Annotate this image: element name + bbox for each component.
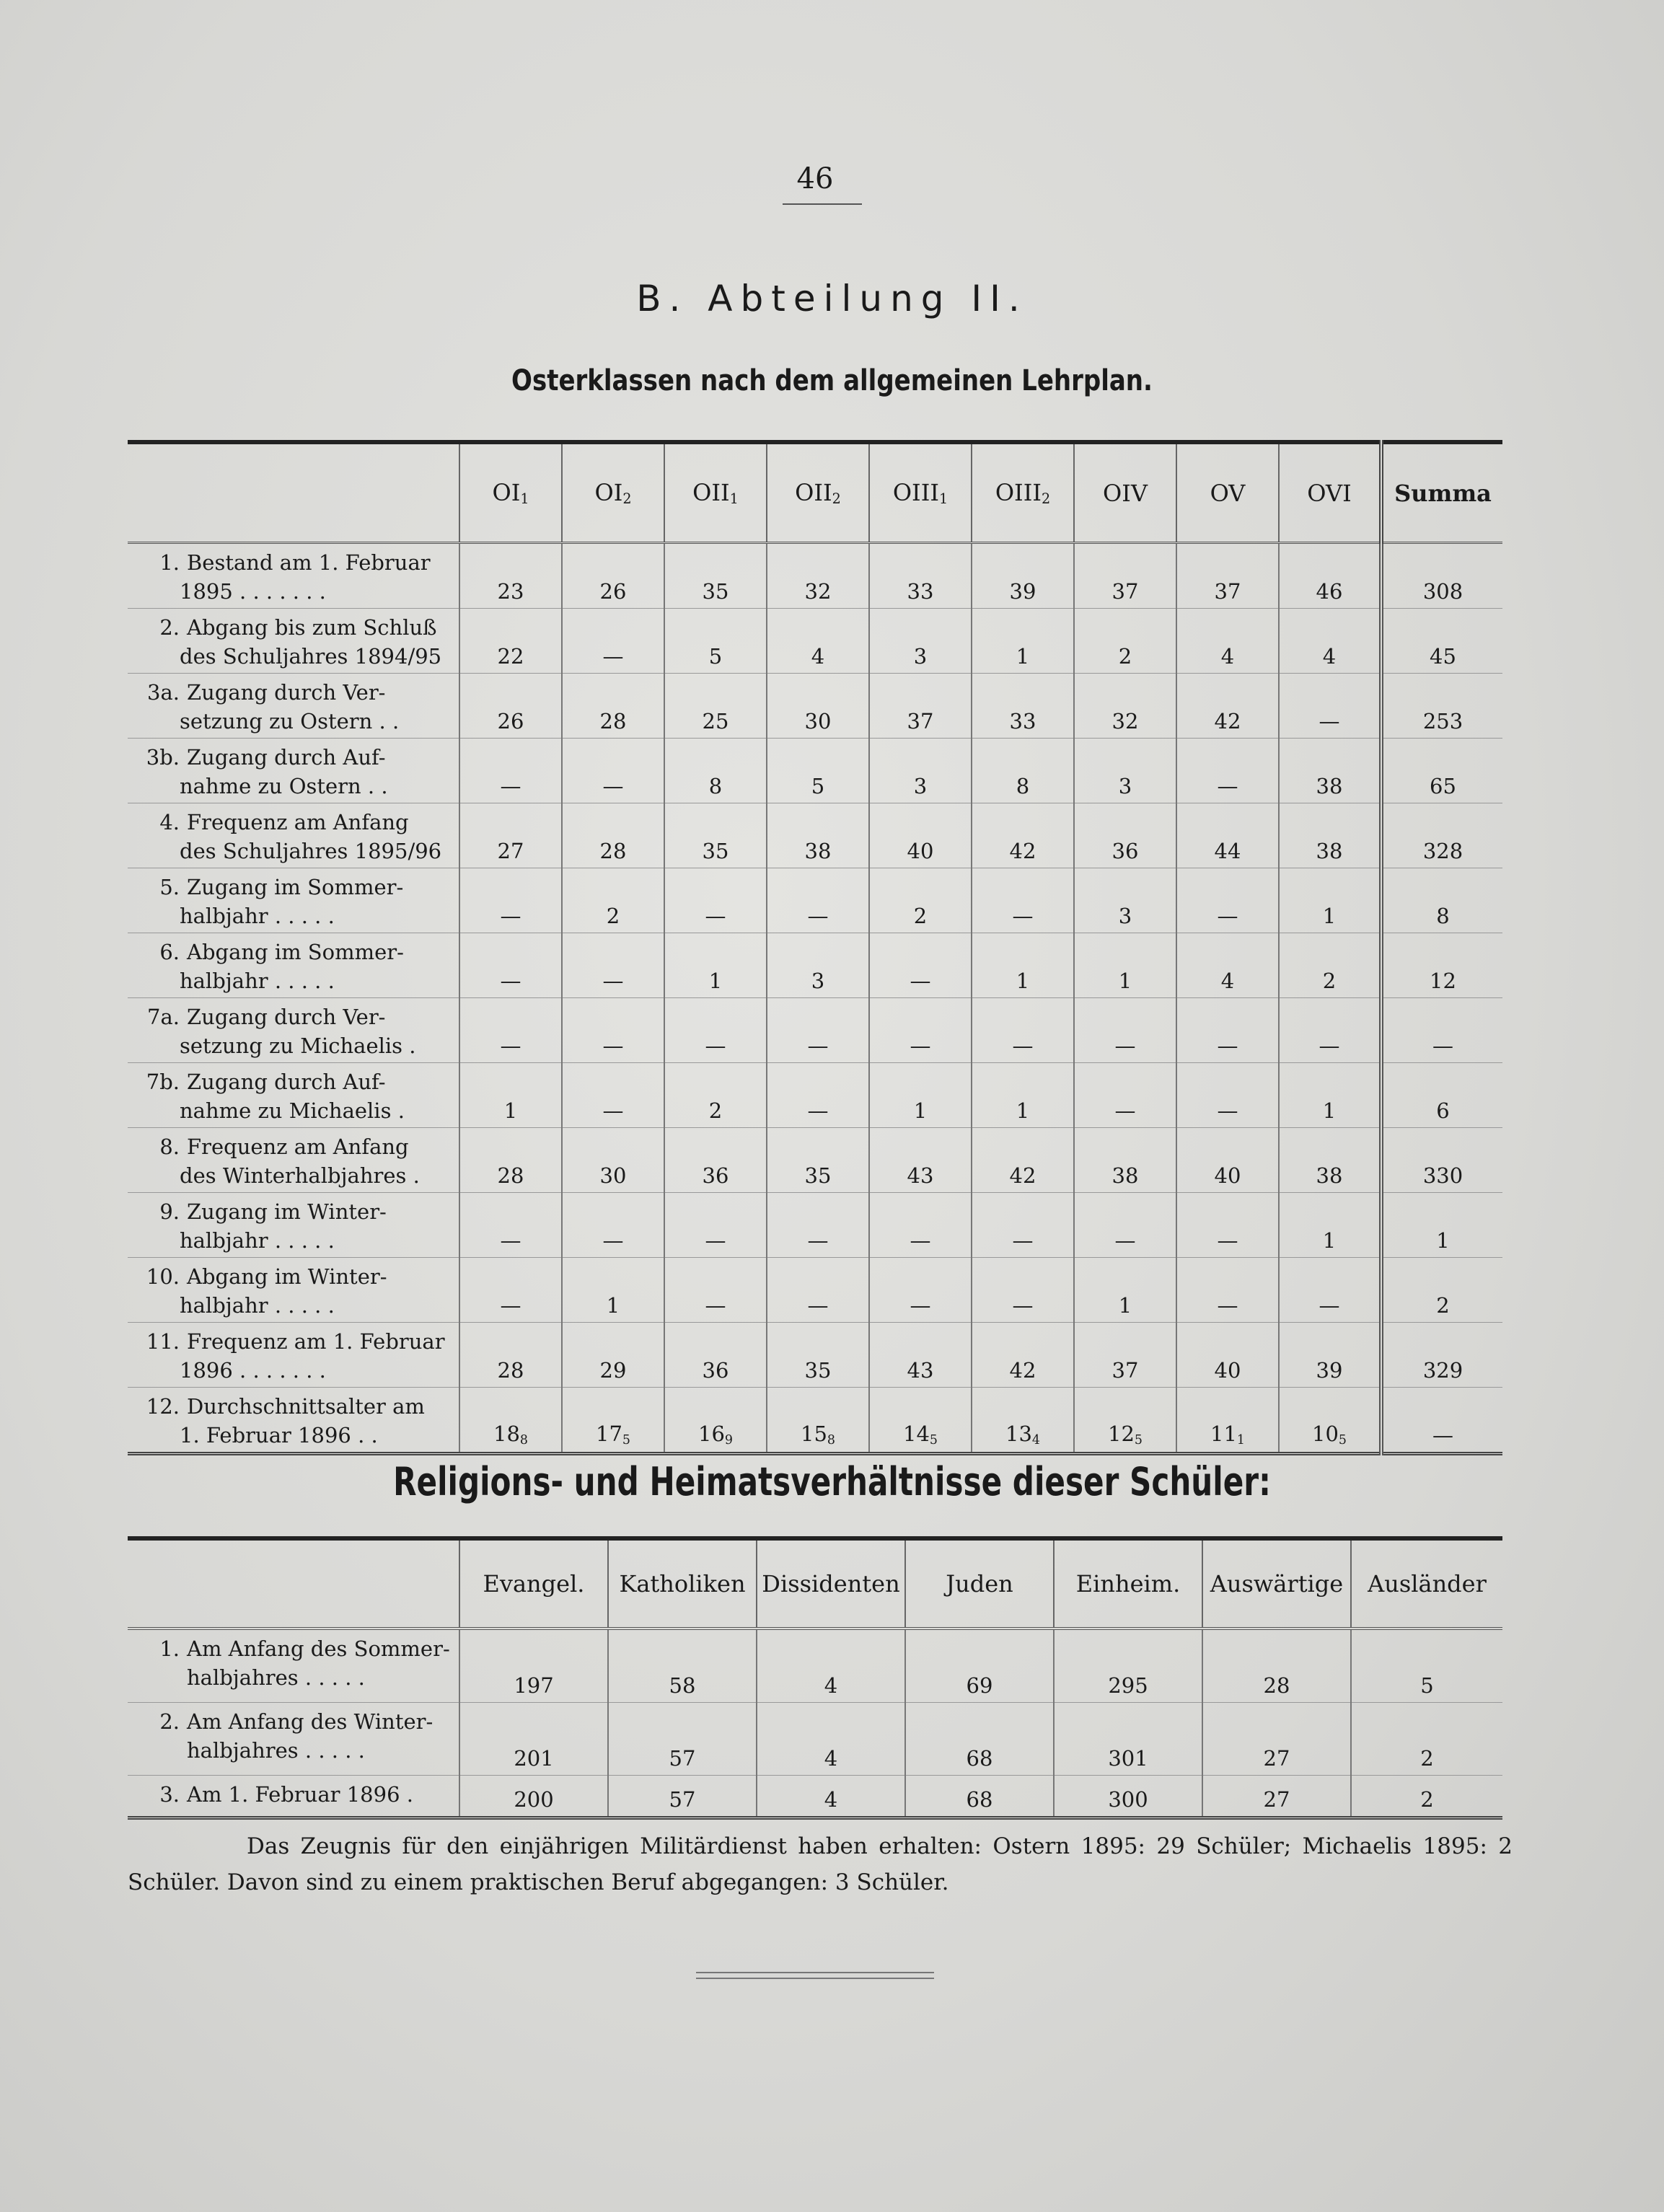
column-header: $OI_2$ <box>562 442 664 543</box>
column-header: OVI <box>1279 442 1381 543</box>
sum-cell: 328 <box>1381 803 1502 868</box>
value-cell: 2 <box>1279 933 1381 998</box>
value-cell: 3 <box>869 609 972 674</box>
value-cell: 2 <box>869 868 972 933</box>
sum-cell: 6 <box>1381 1063 1502 1128</box>
value-cell: — <box>562 739 664 803</box>
sum-cell: 65 <box>1381 739 1502 803</box>
row-label-line2: nahme zu Ostern . . <box>180 774 388 798</box>
value-cell: 300 <box>1054 1776 1202 1818</box>
value-cell: — <box>869 1258 972 1323</box>
value-cell: $14_5$ <box>869 1388 972 1454</box>
value-cell: 3 <box>869 739 972 803</box>
value-cell: $16_9$ <box>664 1388 767 1454</box>
value-cell: 43 <box>869 1128 972 1193</box>
value-cell: 36 <box>664 1323 767 1388</box>
row-label <box>128 1193 459 1258</box>
row-label-line2: des Winterhalbjahres . <box>180 1163 420 1188</box>
section2-title: Religions- und Heimatsverhältnisse dieser Schüler: <box>393 1459 1271 1504</box>
value-cell: 28 <box>459 1128 562 1193</box>
table-row <box>128 998 1502 1063</box>
table-row <box>128 803 1502 868</box>
value-cell: 2 <box>1351 1776 1502 1818</box>
value-cell: 37 <box>1074 543 1176 609</box>
value-cell: — <box>767 998 869 1063</box>
value-cell: — <box>459 1258 562 1323</box>
column-header: $OIII_1$ <box>869 442 972 543</box>
table-row <box>128 674 1502 739</box>
row-label <box>128 1128 459 1193</box>
value-cell: 2 <box>1074 609 1176 674</box>
row-label-line2: setzung zu Michaelis . <box>180 1034 416 1058</box>
column-header: OV <box>1176 442 1279 543</box>
value-cell: 30 <box>767 674 869 739</box>
value-cell: 36 <box>664 1128 767 1193</box>
page-number-rule <box>783 203 862 205</box>
sum-column-header: Summa <box>1381 442 1502 543</box>
value-cell: — <box>767 1193 869 1258</box>
value-cell: — <box>664 1193 767 1258</box>
row-label-line1: 12. Durchschnittsalter am <box>146 1394 425 1419</box>
end-rule <box>696 1978 934 1979</box>
value-cell: 3 <box>1074 739 1176 803</box>
value-cell: 27 <box>459 803 562 868</box>
value-cell: — <box>1176 1258 1279 1323</box>
value-cell: $13_4$ <box>972 1388 1074 1454</box>
row-label-line2: setzung zu Ostern . . <box>180 709 400 733</box>
row-label-line1: 7a. Zugang durch Ver- <box>147 1005 386 1029</box>
value-cell: — <box>1176 1193 1279 1258</box>
row-label <box>128 1388 459 1454</box>
value-cell: 2 <box>562 868 664 933</box>
value-cell: 35 <box>767 1323 869 1388</box>
value-cell: 27 <box>1202 1776 1351 1818</box>
value-cell: 33 <box>869 543 972 609</box>
column-header: $OI_1$ <box>459 442 562 543</box>
value-cell: — <box>767 868 869 933</box>
value-cell: 30 <box>562 1128 664 1193</box>
value-cell: — <box>1279 998 1381 1063</box>
table-row <box>128 1703 1502 1776</box>
value-cell: 1 <box>459 1063 562 1128</box>
column-header: Juden <box>905 1538 1054 1629</box>
value-cell: 35 <box>767 1128 869 1193</box>
value-cell: 1 <box>972 1063 1074 1128</box>
row-label-line2: halbjahr . . . . . <box>180 1228 335 1253</box>
table-row <box>128 868 1502 933</box>
row-label <box>128 1776 459 1818</box>
column-header: $OII_1$ <box>664 442 767 543</box>
value-cell: — <box>562 1063 664 1128</box>
value-cell: 4 <box>1279 609 1381 674</box>
table-subtitle: Osterklassen nach dem allgemeinen Lehrplan. <box>511 364 1153 397</box>
row-label-line2: 1. Februar 1896 . . <box>180 1423 378 1448</box>
value-cell: 23 <box>459 543 562 609</box>
value-cell: $15_8$ <box>767 1388 869 1454</box>
end-rule <box>696 1972 934 1973</box>
value-cell: — <box>562 1193 664 1258</box>
value-cell: 2 <box>664 1063 767 1128</box>
value-cell: — <box>459 739 562 803</box>
page-number: 46 <box>796 162 834 195</box>
row-label-line1: 3a. Zugang durch Ver- <box>147 680 386 705</box>
value-cell: 57 <box>608 1703 757 1776</box>
row-label-line1: 8. Frequenz am Anfang <box>159 1134 409 1159</box>
row-label-line1: 10. Abgang im Winter- <box>146 1264 387 1289</box>
value-cell: 1 <box>562 1258 664 1323</box>
value-cell: — <box>1176 1063 1279 1128</box>
value-cell: 4 <box>757 1703 905 1776</box>
sum-cell: 253 <box>1381 674 1502 739</box>
value-cell: 44 <box>1176 803 1279 868</box>
value-cell: 197 <box>459 1629 608 1703</box>
value-cell: — <box>767 1063 869 1128</box>
value-cell: $10_5$ <box>1279 1388 1381 1454</box>
value-cell: 295 <box>1054 1629 1202 1703</box>
value-cell: 37 <box>1176 543 1279 609</box>
value-cell: 42 <box>972 803 1074 868</box>
value-cell: 40 <box>869 803 972 868</box>
value-cell: 58 <box>608 1629 757 1703</box>
row-label <box>128 998 459 1063</box>
value-cell: 42 <box>1176 674 1279 739</box>
value-cell: 68 <box>905 1776 1054 1818</box>
row-label-line1: 11. Frequenz am 1. Februar <box>146 1329 445 1354</box>
value-cell: 68 <box>905 1703 1054 1776</box>
value-cell: 5 <box>767 739 869 803</box>
value-cell: — <box>459 933 562 998</box>
row-label-line2: halbjahr . . . . . <box>180 904 335 928</box>
value-cell: 1 <box>1279 1063 1381 1128</box>
value-cell: 4 <box>1176 609 1279 674</box>
value-cell: — <box>869 1193 972 1258</box>
value-cell: 27 <box>1202 1703 1351 1776</box>
value-cell: — <box>972 868 1074 933</box>
row-label <box>128 868 459 933</box>
value-cell: 38 <box>1279 803 1381 868</box>
value-cell: 28 <box>1202 1629 1351 1703</box>
value-cell: 200 <box>459 1776 608 1818</box>
value-cell: — <box>562 609 664 674</box>
row-label <box>128 1063 459 1128</box>
value-cell: — <box>1074 1063 1176 1128</box>
value-cell: 39 <box>972 543 1074 609</box>
row-label-line2: nahme zu Michaelis . <box>180 1098 405 1123</box>
column-header: OIV <box>1074 442 1176 543</box>
value-cell: 4 <box>1176 933 1279 998</box>
value-cell: 57 <box>608 1776 757 1818</box>
value-cell: — <box>1279 1258 1381 1323</box>
row-label <box>128 803 459 868</box>
value-cell: 35 <box>664 543 767 609</box>
value-cell: $18_8$ <box>459 1388 562 1454</box>
value-cell: 29 <box>562 1323 664 1388</box>
value-cell: 5 <box>1351 1629 1502 1703</box>
value-cell: $17_5$ <box>562 1388 664 1454</box>
value-cell: 42 <box>972 1323 1074 1388</box>
row-label-line2: halbjahr . . . . . <box>180 1293 335 1318</box>
value-cell: — <box>562 998 664 1063</box>
table-row <box>128 1323 1502 1388</box>
row-label-line1: 5. Zugang im Sommer- <box>159 875 404 899</box>
sum-cell: 8 <box>1381 868 1502 933</box>
column-header: Einheim. <box>1054 1538 1202 1629</box>
column-header: Dissidenten <box>757 1538 905 1629</box>
value-cell: — <box>1176 868 1279 933</box>
value-cell: 40 <box>1176 1128 1279 1193</box>
value-cell: 38 <box>1279 1128 1381 1193</box>
value-cell: — <box>664 1258 767 1323</box>
row-label-line2: 1895 . . . . . . . <box>180 579 326 604</box>
value-cell: 5 <box>664 609 767 674</box>
row-label-line1: 6. Abgang im Sommer- <box>159 940 404 964</box>
value-cell: $12_5$ <box>1074 1388 1176 1454</box>
value-cell: 301 <box>1054 1703 1202 1776</box>
value-cell: 201 <box>459 1703 608 1776</box>
table-row <box>128 1776 1502 1818</box>
value-cell: 1 <box>972 933 1074 998</box>
value-cell: — <box>869 998 972 1063</box>
column-header: $OIII_2$ <box>972 442 1074 543</box>
row-label-line2: halbjahr . . . . . <box>180 969 335 993</box>
value-cell: 1 <box>1279 868 1381 933</box>
value-cell: 33 <box>972 674 1074 739</box>
sum-cell: 308 <box>1381 543 1502 609</box>
header-row <box>128 442 1502 543</box>
row-label-line2: des Schuljahres 1894/95 <box>180 644 442 669</box>
header-label-cell <box>128 1538 459 1629</box>
sum-cell: — <box>1381 998 1502 1063</box>
row-label <box>128 543 459 609</box>
row-label-line2: halbjahres . . . . . <box>187 1665 365 1690</box>
section-title: B. Abteilung II. <box>636 278 1028 320</box>
value-cell: — <box>459 998 562 1063</box>
table-row <box>128 739 1502 803</box>
row-label-line2: des Schuljahres 1895/96 <box>180 839 442 863</box>
value-cell: — <box>767 1258 869 1323</box>
value-cell: — <box>1279 674 1381 739</box>
value-cell: — <box>972 1193 1074 1258</box>
row-label <box>128 674 459 739</box>
row-label-line1: 2. Abgang bis zum Schluß <box>159 615 437 640</box>
value-cell: 28 <box>562 674 664 739</box>
value-cell: — <box>869 933 972 998</box>
sum-cell: 1 <box>1381 1193 1502 1258</box>
value-cell: — <box>972 998 1074 1063</box>
value-cell: 26 <box>562 543 664 609</box>
table-row <box>128 1388 1502 1454</box>
table-row <box>128 1063 1502 1128</box>
value-cell: 43 <box>869 1323 972 1388</box>
value-cell: 38 <box>767 803 869 868</box>
value-cell: 1 <box>1074 933 1176 998</box>
row-label <box>128 609 459 674</box>
value-cell: 37 <box>869 674 972 739</box>
value-cell: 40 <box>1176 1323 1279 1388</box>
value-cell: 36 <box>1074 803 1176 868</box>
column-header: Ausländer <box>1351 1538 1502 1629</box>
row-label-line1: 4. Frequenz am Anfang <box>159 810 409 834</box>
value-cell: 26 <box>459 674 562 739</box>
row-label-line2: 1896 . . . . . . . <box>180 1358 326 1383</box>
value-cell: $11_1$ <box>1176 1388 1279 1454</box>
value-cell: 1 <box>1074 1258 1176 1323</box>
row-label-line1: 1. Am Anfang des Sommer- <box>159 1636 450 1661</box>
table-row <box>128 543 1502 609</box>
value-cell: 28 <box>562 803 664 868</box>
value-cell: — <box>1176 739 1279 803</box>
value-cell: 38 <box>1074 1128 1176 1193</box>
religion-origin-table <box>128 1536 1502 1820</box>
sum-cell: — <box>1381 1388 1502 1454</box>
value-cell: 38 <box>1279 739 1381 803</box>
row-label <box>128 1703 459 1776</box>
row-label <box>128 1629 459 1703</box>
table-row <box>128 1193 1502 1258</box>
column-header: Auswärtige <box>1202 1538 1351 1629</box>
value-cell: — <box>664 998 767 1063</box>
value-cell: 42 <box>972 1128 1074 1193</box>
value-cell: 4 <box>757 1629 905 1703</box>
row-label-line1: 9. Zugang im Winter- <box>159 1199 387 1224</box>
value-cell: 4 <box>757 1776 905 1818</box>
value-cell: — <box>972 1258 1074 1323</box>
value-cell: 1 <box>1279 1193 1381 1258</box>
value-cell: — <box>1074 998 1176 1063</box>
value-cell: 39 <box>1279 1323 1381 1388</box>
row-label-line1: 3b. Zugang durch Auf- <box>146 745 386 770</box>
footnote: Das Zeugnis für den einjährigen Militärdienst haben erhalten: Ostern 1895: 29 Schüler; Michaelis 1895: 2 Schüler. Davon sind zu einem praktischen Beruf abgegangen: 3 Schüler. <box>128 1833 1513 1895</box>
value-cell: — <box>1176 998 1279 1063</box>
row-label <box>128 933 459 998</box>
sum-cell: 45 <box>1381 609 1502 674</box>
header-label-cell <box>128 442 459 543</box>
row-label-line1: 2. Am Anfang des Winter- <box>159 1709 433 1734</box>
value-cell: 8 <box>664 739 767 803</box>
value-cell: — <box>664 868 767 933</box>
column-header: Katholiken <box>608 1538 757 1629</box>
value-cell: 35 <box>664 803 767 868</box>
column-header: Evangel. <box>459 1538 608 1629</box>
sum-cell: 329 <box>1381 1323 1502 1388</box>
value-cell: — <box>1074 1193 1176 1258</box>
value-cell: 28 <box>459 1323 562 1388</box>
table-row <box>128 1629 1502 1703</box>
value-cell: 25 <box>664 674 767 739</box>
value-cell: 32 <box>767 543 869 609</box>
row-label-line1: 1. Bestand am 1. Februar <box>159 550 431 575</box>
value-cell: 37 <box>1074 1323 1176 1388</box>
value-cell: — <box>562 933 664 998</box>
value-cell: 1 <box>869 1063 972 1128</box>
row-label-line1: 7b. Zugang durch Auf- <box>146 1070 386 1094</box>
row-label <box>128 1323 459 1388</box>
class-statistics-table <box>128 440 1502 1455</box>
value-cell: 1 <box>972 609 1074 674</box>
value-cell: — <box>459 868 562 933</box>
header-row <box>128 1538 1502 1629</box>
row-label-line2: halbjahres . . . . . <box>187 1738 365 1763</box>
value-cell: — <box>459 1193 562 1258</box>
table-row <box>128 933 1502 998</box>
value-cell: 69 <box>905 1629 1054 1703</box>
value-cell: 46 <box>1279 543 1381 609</box>
table-row <box>128 1258 1502 1323</box>
row-label-line1: 3. Am 1. Februar 1896 . <box>159 1782 413 1807</box>
sum-cell: 330 <box>1381 1128 1502 1193</box>
table-row <box>128 609 1502 674</box>
value-cell: 4 <box>767 609 869 674</box>
value-cell: 1 <box>664 933 767 998</box>
column-header: $OII_2$ <box>767 442 869 543</box>
value-cell: 3 <box>1074 868 1176 933</box>
value-cell: 22 <box>459 609 562 674</box>
row-label <box>128 1258 459 1323</box>
value-cell: 2 <box>1351 1703 1502 1776</box>
value-cell: 8 <box>972 739 1074 803</box>
value-cell: 3 <box>767 933 869 998</box>
value-cell: 32 <box>1074 674 1176 739</box>
sum-cell: 12 <box>1381 933 1502 998</box>
table-row <box>128 1128 1502 1193</box>
sum-cell: 2 <box>1381 1258 1502 1323</box>
row-label <box>128 739 459 803</box>
